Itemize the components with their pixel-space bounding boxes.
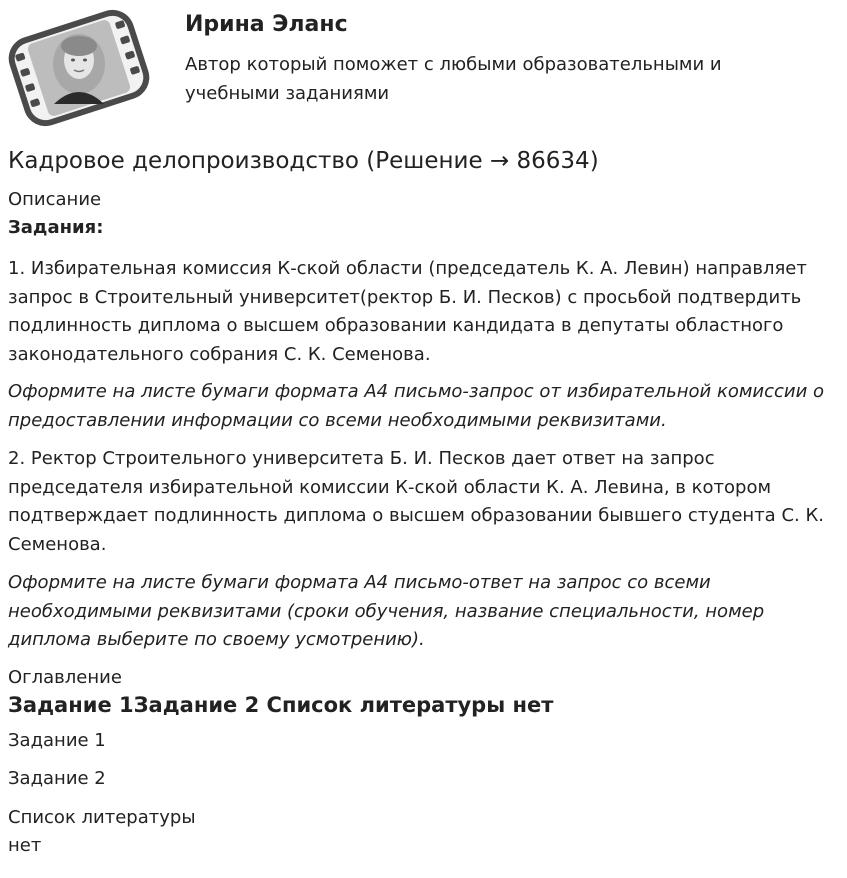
author-description: Автор который поможет с любыми образовательными и учебными заданиями bbox=[185, 54, 722, 104]
document-title: Кадровое делопроизводство (Решение → 86634) bbox=[8, 148, 599, 174]
tasks-label: Задания: bbox=[8, 217, 104, 238]
page bbox=[8, 0, 838, 856]
author-card bbox=[8, 0, 838, 140]
toc-item-literature-value: нет bbox=[8, 835, 42, 856]
toc-heading: Задание 1Задание 2 Список литературы нет bbox=[8, 693, 554, 717]
author-name: Ирина Эланс bbox=[185, 12, 348, 37]
task1-text: 1. Избирательная комиссия К-ской области (председатель К. А. Левин) направляет запрос в Строительный университет(ректор Б. И. Песков) с просьбой подтвердить подлинность диплома о высшем образовании кандидата в депутаты областного законодательного собрания С. К. Семенова. bbox=[8, 258, 807, 365]
toc-item-task2: Задание 2 bbox=[8, 768, 106, 789]
description-label: Описание bbox=[8, 189, 102, 210]
task2-instruction: Оформите на листе бумаги формата А4 письмо-ответ на запрос со всеми необходимыми реквизитами (сроки обучения, название специальности, номер диплома выберите по своему усмотрению). bbox=[8, 572, 765, 650]
task2-text: 2. Ректор Строительного университета Б. И. Песков дает ответ на запрос председателя избирательной комиссии К-ской области К. А. Левина, в котором подтверждает подлинность диплома о высшем образовании бывшего студента С. К. Семенова. bbox=[8, 448, 824, 555]
author-avatar bbox=[8, 8, 150, 128]
toc-item-literature: Список литературы bbox=[8, 807, 196, 828]
toc-item-task1: Задание 1 bbox=[8, 730, 106, 751]
toc-label: Оглавление bbox=[8, 667, 122, 688]
task1-instruction: Оформите на листе бумаги формата А4 письмо-запрос от избирательной комиссии о предоставлении информации со всеми необходимыми реквизитами. bbox=[8, 381, 825, 431]
